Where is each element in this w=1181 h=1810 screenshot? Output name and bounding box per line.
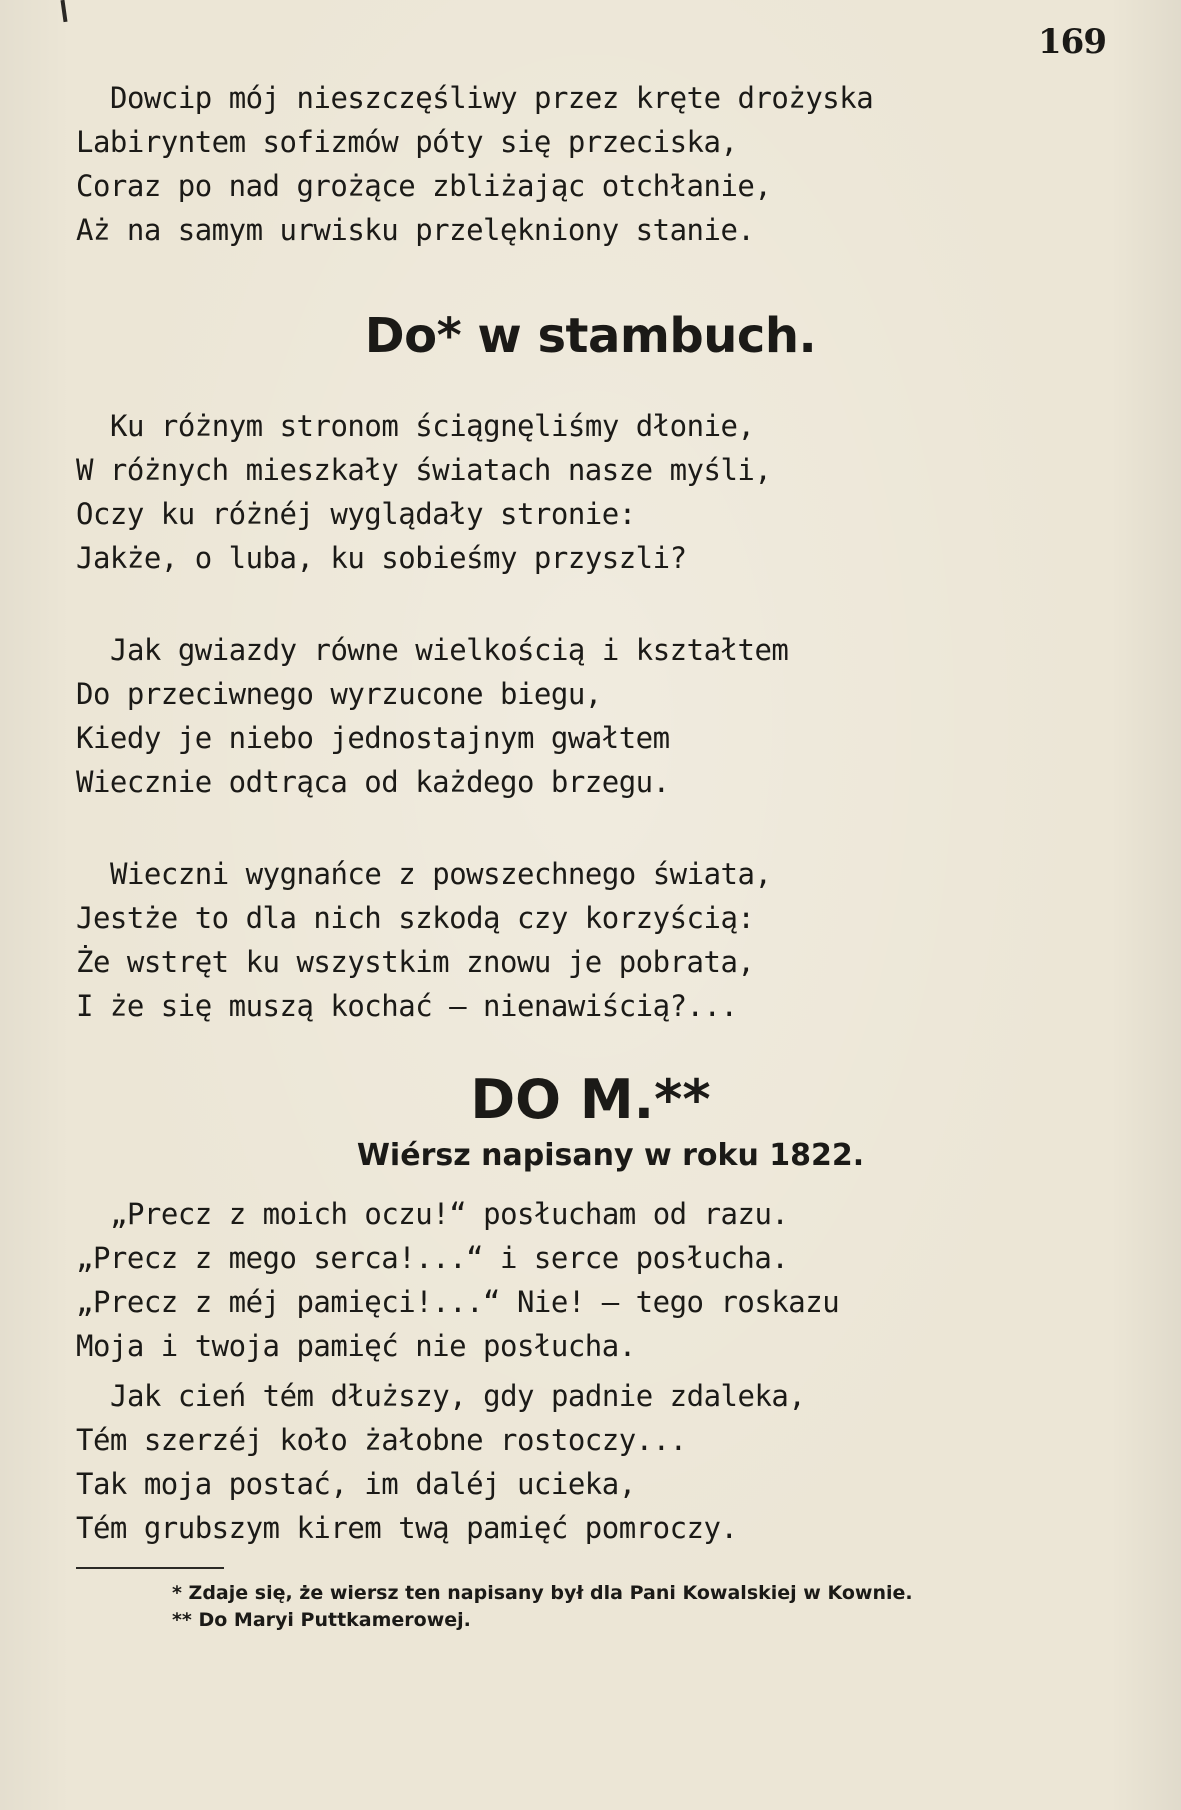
verse-line: „Precz z moich oczu!“ posłucham od razu. [110, 1197, 789, 1231]
verse-line: Coraz po nad grożące zbliżając otchłanie, [76, 169, 772, 203]
verse-line: Wieczni wygnańce z powszechnego świata, [110, 857, 772, 891]
poem-title: DO M.** [470, 1068, 711, 1131]
verse-line: „Precz z méj pamięci!...“ Nie! — tego roskazu [76, 1285, 840, 1319]
poem2-stanza-2 [76, 1374, 1036, 1550]
page-mark [60, 0, 67, 22]
verse-line: Jak gwiazdy równe wielkością i kształtem [110, 633, 789, 667]
verse-line: Że wstręt ku wszystkim znowu je pobrata, [76, 945, 755, 979]
opening-stanza [76, 76, 1036, 252]
poem1-stanza-3 [76, 852, 1036, 1028]
verse-line: Jak cień tém dłuższy, gdy padnie zdaleka, [110, 1379, 806, 1413]
verse-line: Do przeciwnego wyrzucone biegu, [76, 677, 602, 711]
footnote: ** Do Maryi Puttkamerowej. [172, 1609, 471, 1631]
page-number: 169 [1038, 22, 1106, 62]
verse-line: „Precz z mego serca!...“ i serce posłucha. [76, 1241, 789, 1275]
verse-line: Jestże to dla nich szkodą czy korzyścią: [76, 901, 755, 935]
verse-line: Ku różnym stronom ściągnęliśmy dłonie, [110, 409, 755, 443]
verse-line: W różnych mieszkały światach nasze myśli, [76, 453, 772, 487]
verse-line: Tém szerzéj koło żałobne rostoczy... [76, 1423, 687, 1457]
poem-title: Do* w stambuch. [364, 308, 817, 364]
footnote: * Zdaje się, że wiersz ten napisany był dla Pani Kowalskiej w Kownie. [172, 1582, 913, 1604]
verse-line: Oczy ku różnéj wyglądały stronie: [76, 497, 636, 531]
footnote-divider [76, 1567, 224, 1569]
verse-line: Wiecznie odtrąca od każdego brzegu. [76, 765, 670, 799]
verse-line: Jakże, o luba, ku sobieśmy przyszli? [76, 541, 687, 575]
verse-line: Aż na samym urwisku przelękniony stanie. [76, 213, 755, 247]
poem-subtitle: Wiérsz napisany w roku 1822. [356, 1138, 865, 1173]
footnotes [172, 1580, 1052, 1634]
verse-line: Kiedy je niebo jednostajnym gwałtem [76, 721, 670, 755]
verse-line: Labiryntem sofizmów póty się przeciska, [76, 125, 738, 159]
poem1-stanza-2 [76, 628, 1036, 804]
verse-line: Moja i twoja pamięć nie posłucha. [76, 1329, 636, 1363]
verse-line: Tak moja postać, im daléj ucieka, [76, 1467, 636, 1501]
verse-line: I że się muszą kochać — nienawiścią?... [76, 989, 738, 1023]
poem1-stanza-1 [76, 404, 1036, 580]
verse-line: Dowcip mój nieszczęśliwy przez kręte drożyska [110, 81, 874, 115]
verse-line: Tém grubszym kirem twą pamięć pomroczy. [76, 1511, 738, 1545]
poem2-stanza-1 [76, 1192, 1036, 1368]
